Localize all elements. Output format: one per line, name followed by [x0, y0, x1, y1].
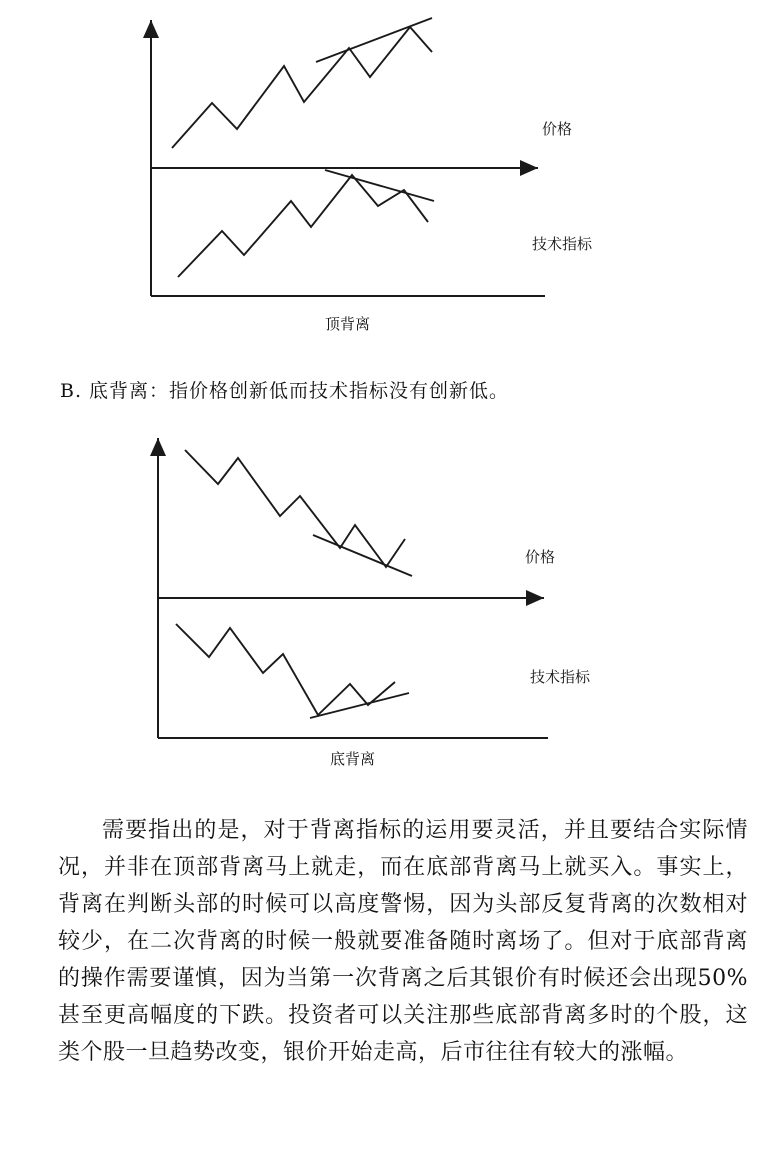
indicator-label: 技术指标: [530, 668, 591, 686]
diagram-caption: 底背离: [330, 750, 376, 768]
price-trend-line: [316, 18, 432, 62]
section-heading: B. 底背离：指价格创新低而技术指标没有创新低。: [60, 380, 510, 402]
indicator-label: 技术指标: [532, 235, 593, 253]
indicator-line: [176, 624, 395, 715]
bottom-divergence-diagram: [0, 430, 758, 775]
body-paragraph: 需要指出的是，对于背离指标的运用要灵活，并且要结合实际情况，并非在顶部背离马上就走，而在底部背离马上就买入。事实上，背离在判断头部的时候可以高度警惕，因为头部反复背离的次数相对较少，在二次背离的时候一般就要准备随时离场了。但对于底部背离的操作需要谨慎，因为当第一次背离之后其银价有时候还会出现50%甚至更高幅度的下跌。投资者可以关注那些底部背离多时的个股，这类个股一旦趋势改变，银价开始走高，后市往往有较大的涨幅。: [58, 818, 748, 1065]
price-line: [185, 450, 405, 567]
price-label: 价格: [542, 120, 573, 138]
price-line: [172, 27, 432, 148]
price-label: 价格: [525, 548, 556, 566]
top-divergence-drawing: [0, 0, 758, 345]
bottom-divergence-drawing: [0, 430, 758, 775]
top-divergence-diagram: [0, 0, 758, 345]
price-trend-line: [313, 535, 412, 576]
indicator-line: [178, 175, 428, 277]
diagram-caption: 顶背离: [325, 315, 371, 333]
indicator-trend-line: [325, 170, 434, 201]
indicator-trend-line: [310, 693, 409, 718]
